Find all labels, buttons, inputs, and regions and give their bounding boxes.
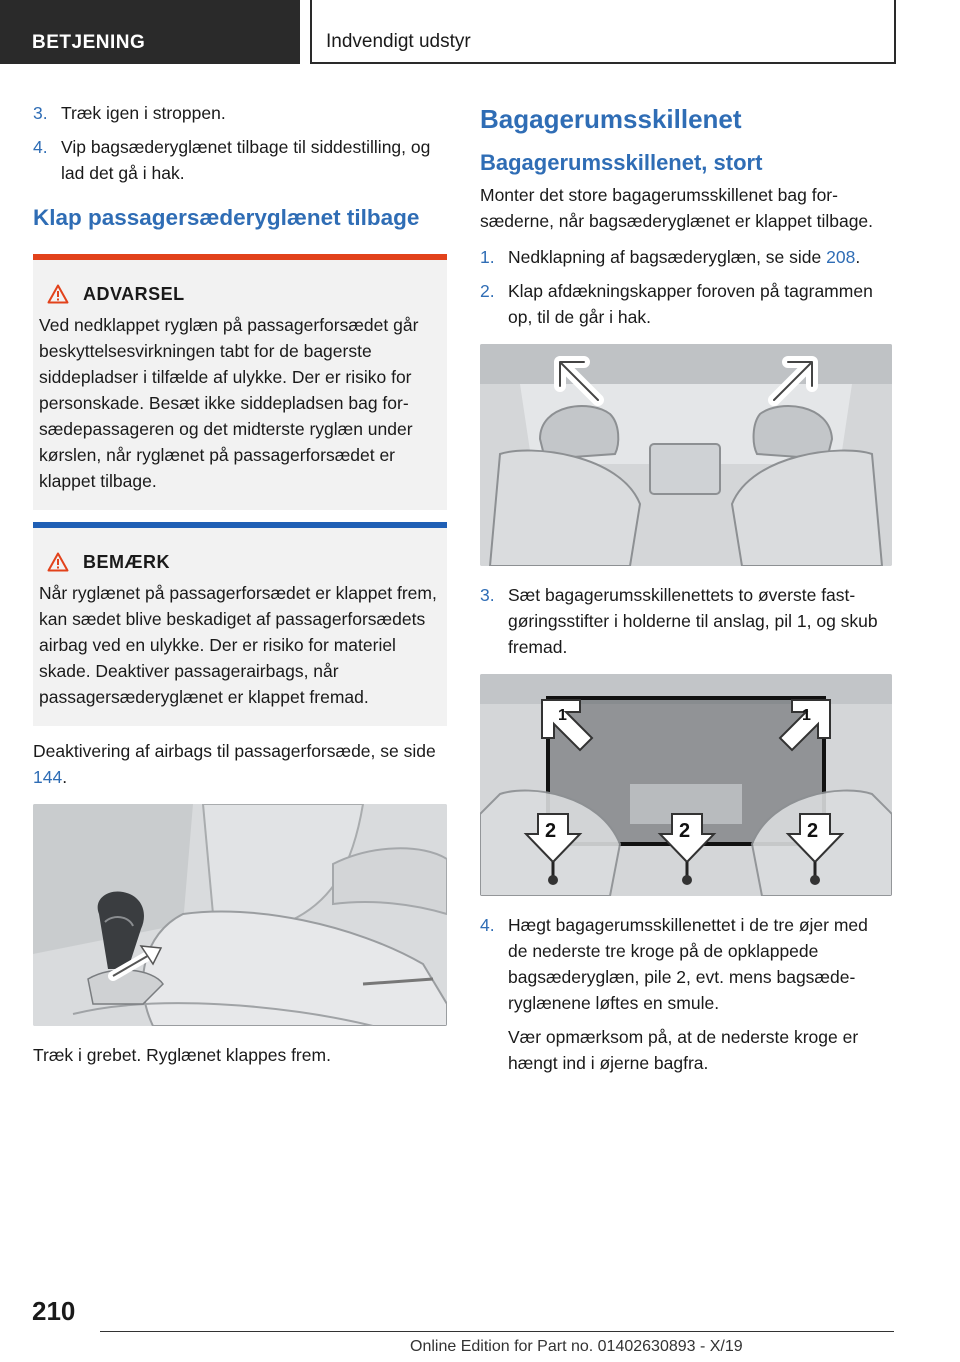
step-4 bbox=[480, 912, 892, 1076]
main-heading: Bagagerumsskillenet bbox=[480, 104, 742, 134]
arrow-label-2a: 2 bbox=[545, 820, 557, 842]
step-3 bbox=[480, 582, 892, 660]
airbag-end: . bbox=[62, 767, 68, 787]
step-note: Vær opmærksom på, at de nederste kroge er hængt ind i øjerne bagfra. bbox=[508, 1027, 859, 1073]
step-text: Sæt bagagerumsskillenettets to øverste fastgøringsstifter i holderne til anslag, pil 1, og skub fremad. bbox=[508, 585, 878, 657]
section-tab: BETJENING bbox=[0, 0, 300, 64]
notice-label: BEMÆRK bbox=[83, 552, 170, 572]
intro-text: Monter det store bagagerumsskillenet bag forsæderne, når bagsæderyglænet er klappet tilbage. bbox=[480, 185, 874, 231]
step-end: . bbox=[855, 247, 861, 267]
arrow-label-2c: 2 bbox=[807, 820, 819, 842]
net-installation-illustration bbox=[480, 674, 892, 896]
warning-label: ADVARSEL bbox=[83, 284, 185, 304]
notice-text: Når ryglænet på passagerforsædet er klappet frem, kan sædet blive beskadiget af passagerforsædets airbag ved en ulykke. Der er risiko for materiel skade. Deaktiver passagerairbags, når passagersæderyglænet er klappet fremad. bbox=[39, 583, 437, 707]
caption: Træk i grebet. Ryglænet klappes frem. bbox=[33, 1045, 331, 1065]
warning-title bbox=[39, 280, 439, 308]
step-number: 3. bbox=[33, 103, 48, 123]
warning-box bbox=[33, 254, 447, 510]
arrow-label-1b: 1 bbox=[802, 707, 811, 724]
page-link-144[interactable]: 144 bbox=[33, 767, 63, 787]
step-number: 1. bbox=[480, 247, 495, 267]
section-heading: Klap passagersæderyglænet tilbage bbox=[33, 205, 420, 230]
step-4 bbox=[33, 134, 447, 186]
step-text: Hægt bagagerumsskillenettet i de tre øjer med de nederste tre kroge på de opklappede bagsæderyglæn, pile 2, evt. mens bagsæderyglænene løftes en smule. bbox=[508, 915, 868, 1013]
warning-triangle-icon bbox=[47, 284, 69, 304]
step-number: 3. bbox=[480, 585, 495, 605]
step-number: 2. bbox=[480, 281, 495, 301]
step-number: 4. bbox=[480, 915, 495, 935]
step-text: Klap afdækningskapper foroven på tagrammen op, til de går i hak. bbox=[508, 281, 873, 327]
right-column bbox=[480, 100, 892, 1084]
left-column bbox=[33, 100, 447, 1078]
sub-heading: Bagagerumsskillenet, stort bbox=[480, 150, 763, 175]
chapter-tab: Indvendigt udstyr bbox=[310, 0, 896, 64]
step-text: Vip bagsæderyglænet tilbage til siddestilling, og lad det gå i hak. bbox=[61, 137, 431, 183]
arrow-label-2b: 2 bbox=[679, 820, 691, 842]
warning-triangle-icon bbox=[47, 552, 69, 572]
footer-divider bbox=[100, 1331, 894, 1332]
step-number: 4. bbox=[33, 137, 48, 157]
step-2 bbox=[480, 278, 892, 330]
step-1 bbox=[480, 244, 892, 270]
arrow-label-1: 1 bbox=[558, 707, 567, 724]
warning-text: Ved nedklappet ryglæn på passagerforsædet går beskyttelsesvirkningen tabt for de bagerste siddepladser i tilfælde af ulykke. Der er risiko for personskade. Besæt ikke siddepladsen bag forsædepassageren og det midterste ryglæn under kørslen, når ryglænet på passagerforsædet er klappet tilbage. bbox=[39, 315, 419, 491]
roof-covers-illustration bbox=[480, 344, 892, 566]
notice-title bbox=[39, 548, 439, 576]
page-number: 210 bbox=[32, 1296, 76, 1326]
footer-edition: Online Edition for Part no. 01402630893 - X/19 bbox=[410, 1338, 743, 1355]
page-link-208[interactable]: 208 bbox=[826, 247, 856, 267]
notice-box bbox=[33, 522, 447, 726]
step-text: Nedklapning af bagsæderyglæn, se side bbox=[508, 247, 827, 267]
airbag-text: Deaktivering af airbags til passagerforsæde, se side bbox=[33, 741, 436, 761]
step-3 bbox=[33, 100, 447, 126]
seat-lever-illustration bbox=[33, 804, 447, 1026]
airbag-reference bbox=[33, 738, 447, 790]
step-text: Træk igen i stroppen. bbox=[61, 103, 226, 123]
